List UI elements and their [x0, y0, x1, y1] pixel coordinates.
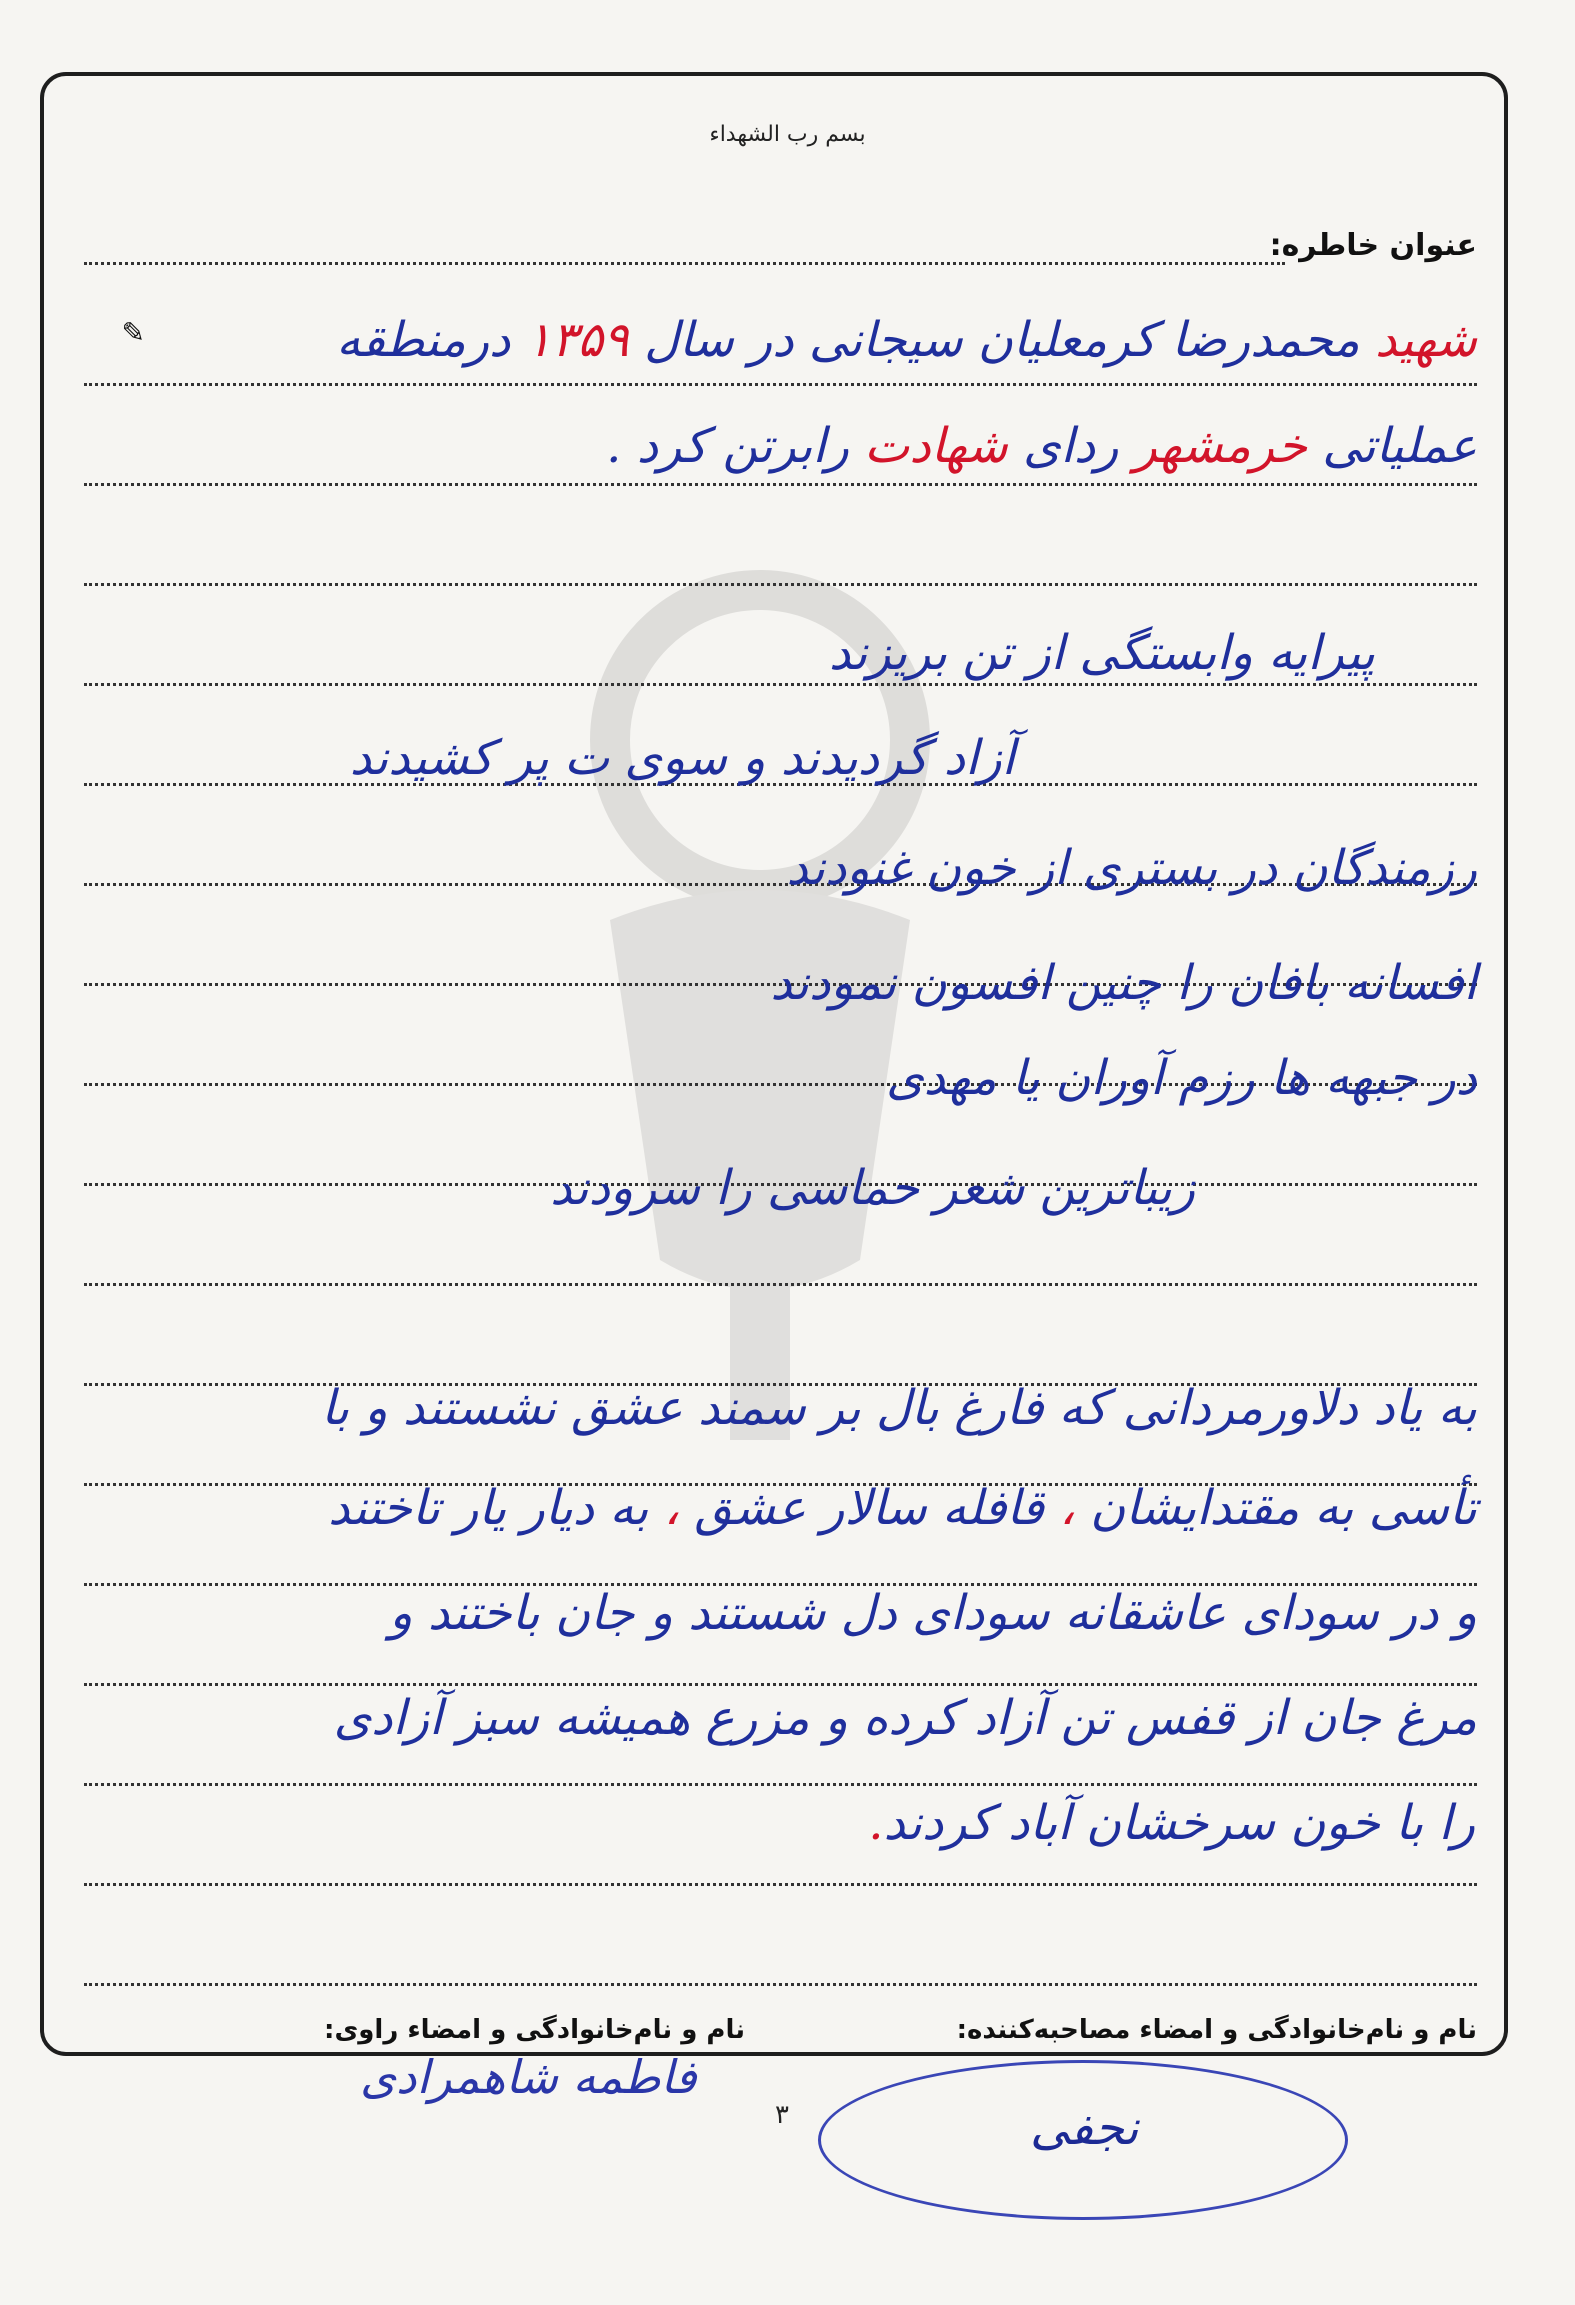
handwritten-line	[829, 625, 1375, 681]
red-ink-text: ۱۳۵۹	[525, 312, 629, 368]
red-ink-text: شهادت	[864, 418, 1008, 474]
ruled-line	[84, 683, 1477, 686]
memoir-title-label: عنوان خاطره:	[1269, 228, 1477, 263]
narrator-signature: فاطمه شاهمرادی	[360, 2050, 697, 2104]
red-ink-text: ،	[1059, 1480, 1075, 1536]
interviewer-label: نام و نام‌خانوادگی و امضاء مصاحبه‌کننده:	[956, 2015, 1477, 2045]
blue-ink-text: به یاد دلاورمردانی که فارغ بال بر سمند عشق نشستند و با	[321, 1380, 1477, 1436]
narrator-label: نام و نام‌خانوادگی و امضاء راوی:	[324, 2015, 745, 2045]
red-ink-text: ،	[663, 1480, 680, 1536]
red-ink-text: خرمشهر	[1133, 418, 1307, 474]
blue-ink-text: افسانه بافان را چنین افسون نمودند	[770, 955, 1477, 1011]
blue-ink-text: رابرتن کرد .	[606, 418, 865, 474]
ruled-line	[84, 1783, 1477, 1786]
handwritten-line	[321, 1380, 1477, 1436]
blue-ink-text: به دیار یار تاختند	[328, 1480, 664, 1536]
ruled-line	[84, 1683, 1477, 1686]
blue-ink-text: محمدرضا کرمعلیان سیجانی در سال	[628, 312, 1360, 368]
ruled-line	[84, 1983, 1477, 1986]
handwritten-line	[389, 1585, 1477, 1641]
ruled-line	[84, 583, 1477, 586]
handwritten-line	[328, 1480, 1477, 1536]
blue-ink-text: مرغ جان از قفس تن آزاد کرده و مزرع همیشه سبز آزادی	[333, 1690, 1477, 1746]
blue-ink-text: زیباترین شعر حماسی را سرودند	[550, 1160, 1195, 1216]
red-ink-text: شهید	[1359, 312, 1477, 368]
handwritten-line	[868, 1795, 1475, 1851]
handwritten-line	[886, 1050, 1477, 1106]
blue-ink-text: ردای	[1007, 418, 1134, 474]
basmala-header: بسم رب الشهداء	[709, 122, 866, 147]
blue-ink-text: عملیاتی	[1306, 418, 1477, 474]
page-number: ۳	[775, 2100, 789, 2130]
ruled-line	[84, 1283, 1477, 1286]
blue-ink-text: و در سودای عاشقانه سودای دل شستند و جان باختند و	[389, 1585, 1477, 1641]
handwritten-line	[550, 1160, 1195, 1216]
ruled-line	[84, 383, 1477, 386]
ruled-line	[84, 1883, 1477, 1886]
title-dotted-line	[84, 262, 1285, 265]
blue-ink-text: قافله سالار عشق	[679, 1480, 1060, 1536]
blue-ink-text: درمنطقه	[336, 312, 526, 368]
blue-ink-text: آزاد گردیدند و سوی ت پر کشیدند	[349, 730, 1015, 786]
ruled-line	[84, 483, 1477, 486]
interviewer-signature: نجفی	[1030, 2100, 1139, 2156]
handwritten-line	[334, 1690, 1477, 1746]
handwritten-line	[350, 730, 1015, 786]
blue-ink-text: را با خون سرخشان آباد کردند	[883, 1795, 1475, 1851]
red-ink-text: .	[868, 1795, 884, 1851]
handwritten-line	[606, 418, 1477, 474]
blue-ink-text: رزمندگان در بستری از خون غنودند	[786, 840, 1477, 896]
pen-icon: ✎	[121, 316, 145, 349]
handwritten-line	[770, 955, 1477, 1011]
blue-ink-text: پیرایه وابستگی از تن بریزند	[828, 625, 1375, 681]
blue-ink-text: در جبهه ها رزم آوران یا مهدی	[886, 1050, 1477, 1106]
handwritten-line	[786, 840, 1477, 896]
blue-ink-text: تأسی به مقتدایشان	[1074, 1480, 1477, 1536]
handwritten-line	[336, 312, 1477, 368]
